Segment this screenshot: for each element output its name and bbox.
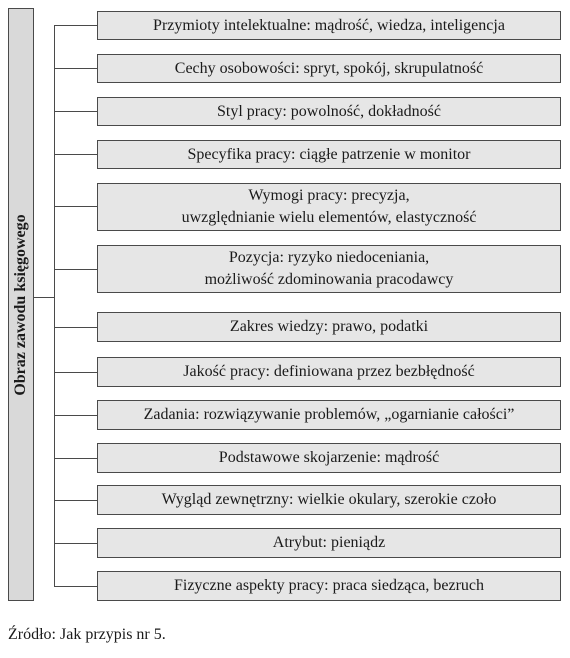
node-work-requirements: Wymogi pracy: precyzja, uwzględnianie wielu elementów, elastyczność: [97, 183, 561, 231]
node-intellectual-qualities: Przymioty intelektualne: mądrość, wiedza, inteligencja: [97, 11, 561, 40]
branch-connector: [54, 111, 97, 112]
branch-connector: [54, 372, 97, 373]
branch-connector: [54, 154, 97, 155]
branch-connector: [54, 206, 97, 207]
node-basic-association: Podstawowe skojarzenie: mądrość: [97, 443, 561, 473]
root-label: Obraz zawodu księgowego: [12, 213, 29, 396]
node-work-style: Styl pracy: powolność, dokładność: [97, 97, 561, 126]
node-work-quality: Jakość pracy: definiowana przez bezbłędność: [97, 357, 561, 387]
branch-connector: [54, 543, 97, 544]
source-note: Źródło: Jak przypis nr 5.: [8, 626, 166, 643]
node-appearance: Wygląd zewnętrzny: wielkie okulary, szerokie czoło: [97, 485, 561, 515]
node-physical-aspects: Fizyczne aspekty pracy: praca siedząca, bezruch: [97, 571, 561, 601]
branch-connector: [54, 586, 97, 587]
node-attribute: Atrybut: pieniądz: [97, 528, 561, 558]
node-position: Pozycja: ryzyko niedoceniania, możliwość zdominowania pracodawcy: [97, 245, 561, 293]
node-personality-traits: Cechy osobowości: spryt, spokój, skrupulatność: [97, 54, 561, 83]
branch-connector: [54, 415, 97, 416]
branch-connector: [54, 458, 97, 459]
branch-connector: [54, 68, 97, 69]
spine-connector: [54, 25, 55, 586]
root-node: [8, 8, 34, 601]
branch-connector: [54, 327, 97, 328]
node-work-specifics: Specyfika pracy: ciągłe patrzenie w monitor: [97, 140, 561, 169]
branch-connector: [54, 269, 97, 270]
node-tasks: Zadania: rozwiązywanie problemów, „ogarnianie całości”: [97, 400, 561, 430]
branch-connector: [54, 25, 97, 26]
branch-connector: [54, 500, 97, 501]
node-knowledge-scope: Zakres wiedzy: prawo, podatki: [97, 312, 561, 342]
root-connector: [34, 297, 54, 298]
